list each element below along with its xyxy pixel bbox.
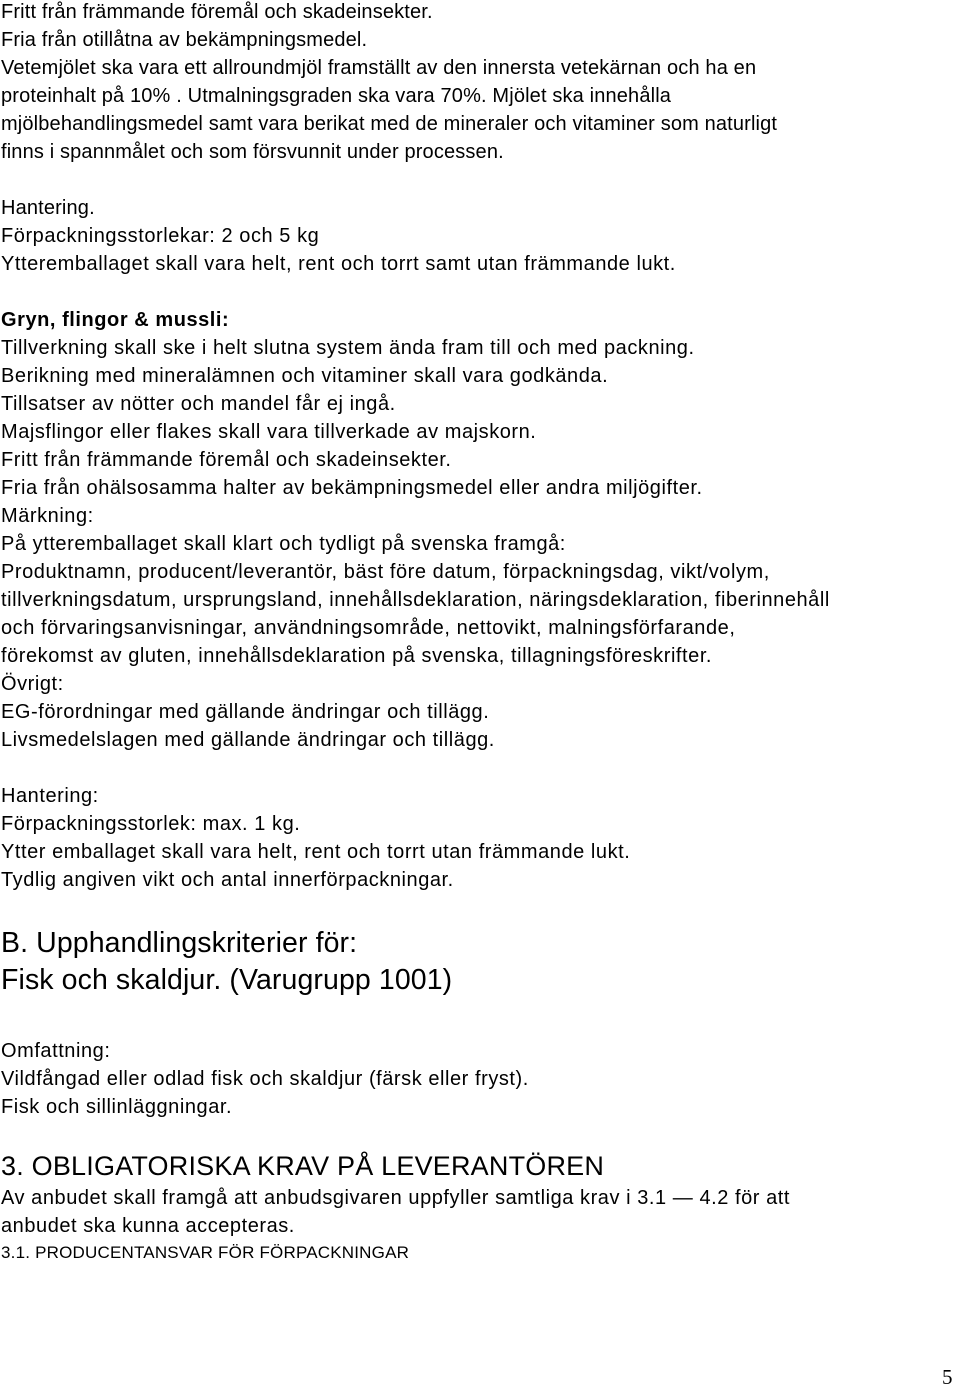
subsection-title: 3.1. PRODUCENTANSVAR FÖR FÖRPACKNINGAR — [1, 1243, 410, 1262]
section-title: B. Upphandlingskriterier för: — [1, 927, 358, 959]
text-line: proteinhalt på 10% . Utmalningsgraden ska vara 70%. Mjölet ska innehålla — [1, 85, 672, 107]
text-line: Berikning med mineralämnen och vitaminer skall vara godkända. — [1, 365, 609, 387]
text-line: Fria från ohälsosamma halter av bekämpningsmedel eller andra miljögifter. — [1, 477, 703, 499]
text-line: Produktnamn, producent/leverantör, bäst före datum, förpackningsdag, vikt/volym, — [1, 561, 770, 583]
section-heading-hantering: Hantering: — [1, 785, 99, 807]
section-heading-omfattning: Omfattning: — [1, 1040, 111, 1062]
section-title: Fisk och skaldjur. (Varugrupp 1001) — [1, 964, 453, 996]
section-heading-ovrigt: Övrigt: — [1, 673, 64, 695]
text-line: Majsflingor eller flakes skall vara tillverkade av majskorn. — [1, 421, 537, 443]
text-line: Av anbudet skall framgå att anbudsgivaren uppfyller samtliga krav i 3.1 — 4.2 för att — [1, 1187, 790, 1209]
text-line: förekomst av gluten, innehållsdeklaration på svenska, tillagningsföreskrifter. — [1, 645, 713, 667]
text-line: Förpackningsstorlekar: 2 och 5 kg — [1, 225, 320, 247]
text-line: finns i spannmålet och som försvunnit under processen. — [1, 141, 504, 163]
text-line: Fisk och sillinläggningar. — [1, 1096, 233, 1118]
text-line: anbudet ska kunna accepteras. — [1, 1215, 295, 1237]
text-line: Livsmedelslagen med gällande ändringar och tillägg. — [1, 729, 495, 751]
section-heading-gryn: Gryn, flingor & mussli: — [1, 309, 230, 331]
section-title: 3. OBLIGATORISKA KRAV PÅ LEVERANTÖREN — [1, 1151, 605, 1181]
text-line: Vildfångad eller odlad fisk och skaldjur (färsk eller fryst). — [1, 1068, 529, 1090]
text-line: Fritt från främmande föremål och skadeinsekter. — [1, 1, 433, 23]
section-heading-hantering: Hantering. — [1, 197, 95, 219]
section-heading-markning: Märkning: — [1, 505, 94, 527]
text-line: och förvaringsanvisningar, användningsområde, nettovikt, malningsförfarande, — [1, 617, 736, 639]
text-line: Fritt från främmande föremål och skadeinsekter. — [1, 449, 452, 471]
text-line: mjölbehandlingsmedel samt vara berikat med de mineraler och vitaminer som naturligt — [1, 113, 778, 135]
text-line: tillverkningsdatum, ursprungsland, innehållsdeklaration, näringsdeklaration, fiberinnehåll — [1, 589, 830, 611]
text-line: Tydlig angiven vikt och antal innerförpackningar. — [1, 869, 454, 891]
text-line: Ytteremballaget skall vara helt, rent och torrt samt utan främmande lukt. — [1, 253, 676, 275]
text-line: Tillsatser av nötter och mandel får ej ingå. — [1, 393, 396, 415]
text-line: Ytter emballaget skall vara helt, rent och torrt utan främmande lukt. — [1, 841, 631, 863]
text-line: Fria från otillåtna av bekämpningsmedel. — [1, 29, 368, 51]
text-line: På ytteremballaget skall klart och tydligt på svenska framgå: — [1, 533, 566, 555]
text-line: Tillverkning skall ske i helt slutna system ända fram till och med packning. — [1, 337, 695, 359]
text-line: Vetemjölet ska vara ett allroundmjöl framställt av den innersta vetekärnan och ha en — [1, 57, 757, 79]
text-line: EG-förordningar med gällande ändringar och tillägg. — [1, 701, 490, 723]
page-number: 5 — [942, 1365, 953, 1389]
text-line: Förpackningsstorlek: max. 1 kg. — [1, 813, 301, 835]
